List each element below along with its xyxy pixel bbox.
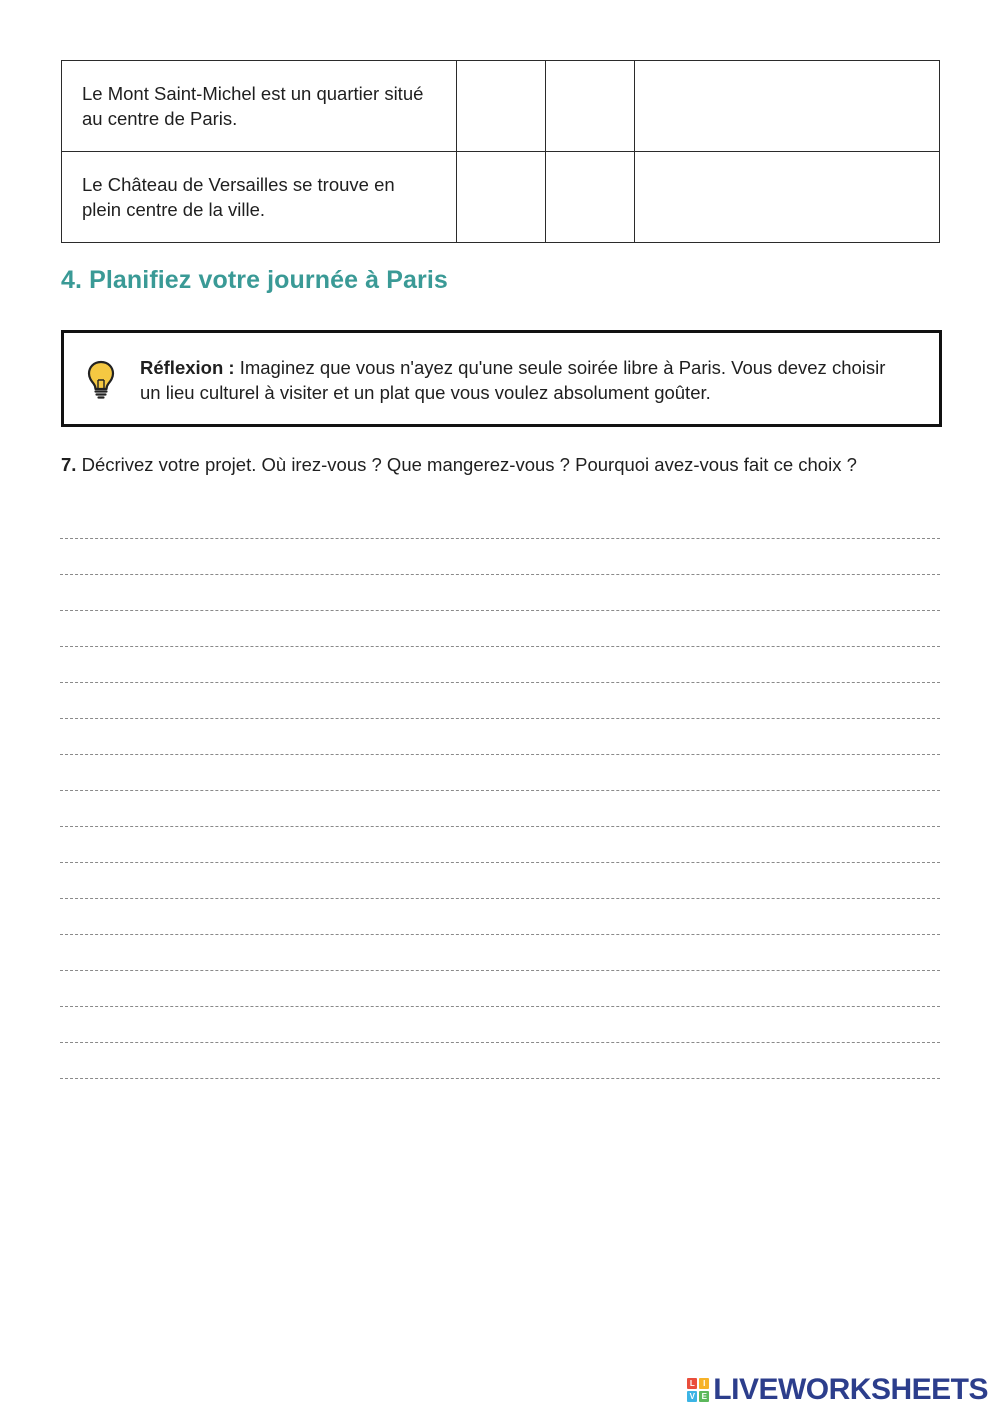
reflexion-box [61,330,942,427]
true-answer-cell[interactable] [457,152,546,243]
section-title: 4. Planifiez votre journée à Paris [61,266,448,294]
logo-mark-icon [687,1378,709,1402]
reflexion-label: Réflexion : [140,357,235,378]
writing-line[interactable] [60,1078,940,1079]
correction-cell[interactable] [635,61,940,152]
writing-line[interactable] [60,682,940,683]
table-row [62,61,940,152]
writing-line[interactable] [60,790,940,791]
logo-text: LIVEWORKSHEETS [713,1373,988,1406]
question-7 [61,452,857,477]
writing-line[interactable] [60,934,940,935]
statement-table [61,60,940,243]
answer-area[interactable] [60,538,940,1114]
logo-mark-tile: E [699,1391,709,1402]
writing-line[interactable] [60,754,940,755]
true-answer-cell[interactable] [457,61,546,152]
reflexion-text [140,355,900,405]
false-answer-cell[interactable] [546,152,635,243]
writing-line[interactable] [60,718,940,719]
writing-line[interactable] [60,862,940,863]
correction-cell[interactable] [635,152,940,243]
writing-line[interactable] [60,970,940,971]
liveworksheets-logo [687,1373,988,1407]
statement-cell: Le Mont Saint-Michel est un quartier situé au centre de Paris. [62,61,457,152]
question-text: Décrivez votre projet. Où irez-vous ? Que mangerez-vous ? Pourquoi avez-vous fait ce choix ? [76,454,857,475]
false-answer-cell[interactable] [546,61,635,152]
question-number: 7. [61,454,77,475]
writing-line[interactable] [60,826,940,827]
writing-line[interactable] [60,646,940,647]
writing-line[interactable] [60,898,940,899]
writing-line[interactable] [60,1006,940,1007]
logo-mark-tile: I [699,1378,709,1389]
reflexion-body: Imaginez que vous n'ayez qu'une seule soirée libre à Paris. Vous devez choisir un lieu culturel à visiter et un plat que vous voulez absolument goûter. [140,357,886,403]
writing-line[interactable] [60,1042,940,1043]
logo-mark-tile: V [687,1391,697,1402]
statement-cell: Le Château de Versailles se trouve en plein centre de la ville. [62,152,457,243]
lightbulb-icon [86,360,116,400]
writing-line[interactable] [60,574,940,575]
table-row [62,152,940,243]
logo-mark-tile: L [687,1378,697,1389]
writing-line[interactable] [60,610,940,611]
writing-line[interactable] [60,538,940,539]
